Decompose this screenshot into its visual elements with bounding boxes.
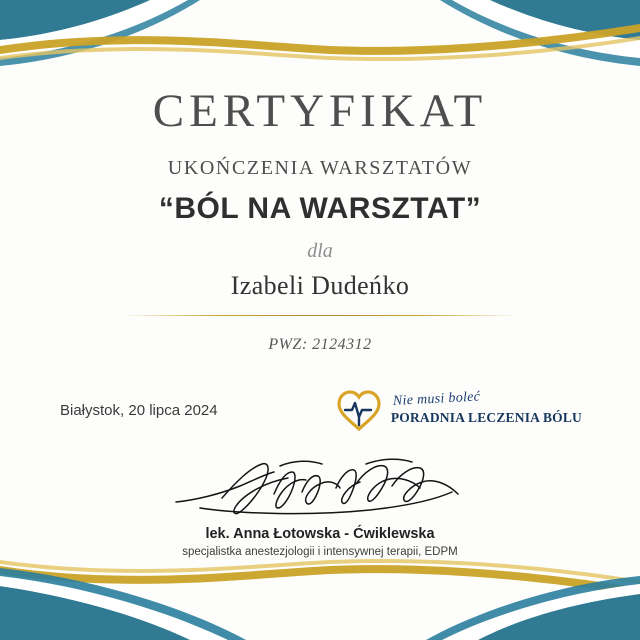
handwritten-signature (170, 458, 470, 524)
certificate-subtitle: UKOŃCZENIA WARSZTATÓW (167, 157, 473, 179)
recipient-name: Izabeli Dudeńko (230, 271, 410, 300)
place-and-date: Białystok, 20 lipca 2024 (60, 401, 218, 419)
signatory-role: specjalistka anestezjologii i intensywnej terapii, EDPM (182, 546, 458, 558)
signature-block (170, 458, 470, 558)
workshop-name: “BÓL NA WARSZTAT” (158, 192, 482, 225)
clinic-logo (335, 388, 590, 432)
signatory-name: lek. Anna Łotowska - Ćwiklewska (205, 526, 435, 542)
logo-name: PORADNIA LECZENIA BÓLU (390, 410, 582, 426)
logo-text-block (390, 388, 582, 426)
for-label: dla (307, 240, 333, 262)
gold-divider (120, 315, 520, 316)
pwz-number: PWZ: 2124312 (268, 336, 372, 353)
place-and-logo-row (50, 388, 590, 432)
page-title: CERTYFIKAT (152, 85, 488, 137)
logo-slogan: Nie musi boleć (392, 388, 481, 409)
heart-icon (335, 388, 383, 432)
